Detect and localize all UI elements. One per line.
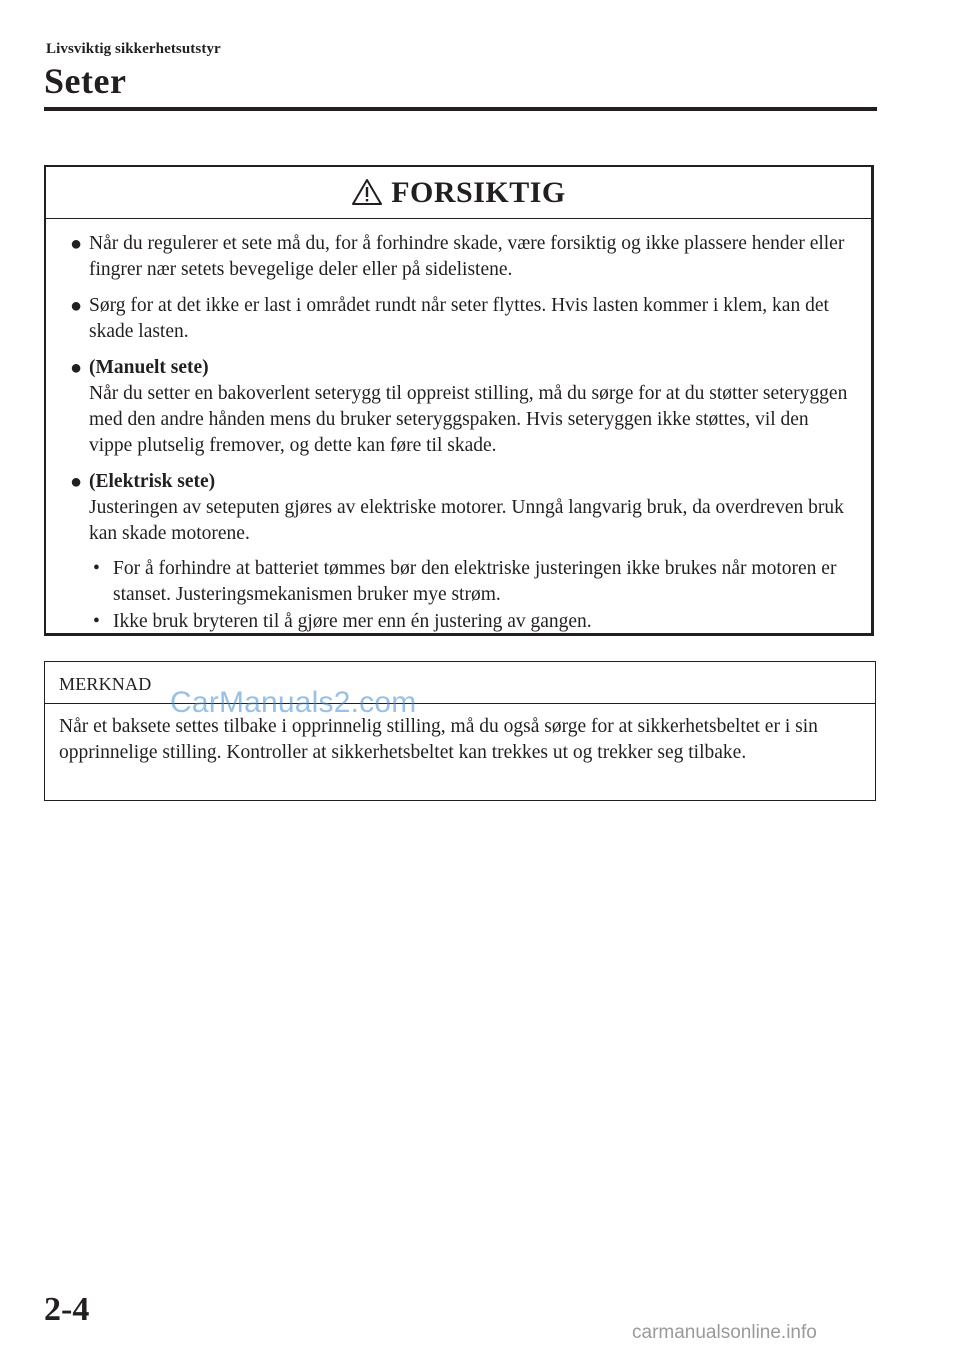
- page-title: Seter: [44, 61, 127, 101]
- bullet-icon: ●: [70, 233, 83, 255]
- section-label: Livsviktig sikkerhetsutstyr: [46, 41, 221, 57]
- caution-subitem: [89, 556, 855, 608]
- caution-item-text: Justeringen av seteputen gjøres av elektriske motorer. Unngå langvarig bruk, da overdreven bruk kan skade motorene.: [89, 497, 844, 544]
- caution-item: [70, 293, 855, 345]
- caution-item: [70, 231, 855, 283]
- caution-box: [44, 165, 874, 636]
- caution-subitems: [89, 556, 855, 635]
- bullet-icon: ●: [70, 357, 83, 379]
- caution-item: [70, 469, 855, 635]
- bullet-icon: ●: [70, 471, 83, 493]
- footer-watermark: carmanualsonline.info: [632, 1322, 817, 1343]
- caution-body: [46, 219, 871, 635]
- small-bullet-icon: •: [93, 558, 100, 579]
- caution-subitem-text: Ikke bruk bryteren til å gjøre mer enn én justering av gangen.: [113, 611, 592, 632]
- caution-item-heading: (Manuelt sete): [89, 357, 209, 378]
- caution-subitem: [89, 609, 855, 635]
- watermark: CarManuals2.com: [170, 686, 417, 719]
- note-title: MERKNAD: [45, 662, 875, 704]
- warning-triangle-icon: [351, 178, 383, 206]
- caution-subitem-text: For å forhindre at batteriet tømmes bør den elektriske justeringen ikke brukes når motoren er stanset. Justeringsmekanismen bruker mye strøm.: [113, 558, 837, 605]
- page-number: 2-4: [44, 1291, 90, 1328]
- caution-item-text: Når du setter en bakoverlent seterygg til oppreist stilling, må du sørge for at du støtter seteryggen med den andre hånden mens du bruker seteryggspaken. Hvis seteryggen ikke støttes, vil den vippe plutselig fremover, og dette kan føre til skade.: [89, 383, 848, 456]
- caution-title: FORSIKTIG: [391, 175, 566, 209]
- small-bullet-icon: •: [93, 611, 100, 632]
- caution-header: [46, 167, 871, 219]
- bullet-icon: ●: [70, 295, 83, 317]
- caution-item-text: Sørg for at det ikke er last i området rundt når seter flyttes. Hvis lasten kommer i klem, kan det skade lasten.: [89, 295, 829, 342]
- caution-item-text: Når du regulerer et sete må du, for å forhindre skade, være forsiktig og ikke plassere hender eller fingrer nær setets bevegelige deler eller på sidelistene.: [89, 233, 845, 280]
- caution-item: [70, 355, 855, 459]
- title-divider: [44, 107, 877, 111]
- caution-item-heading: (Elektrisk sete): [89, 471, 216, 492]
- note-text: Når et baksete settes tilbake i opprinnelig stilling, må du også sørge for at sikkerhetsbeltet er i sin opprinnelige stilling. Kontroller at sikkerhetsbeltet kan trekkes ut og trekker seg tilbake.: [59, 716, 818, 763]
- note-box: [44, 661, 876, 801]
